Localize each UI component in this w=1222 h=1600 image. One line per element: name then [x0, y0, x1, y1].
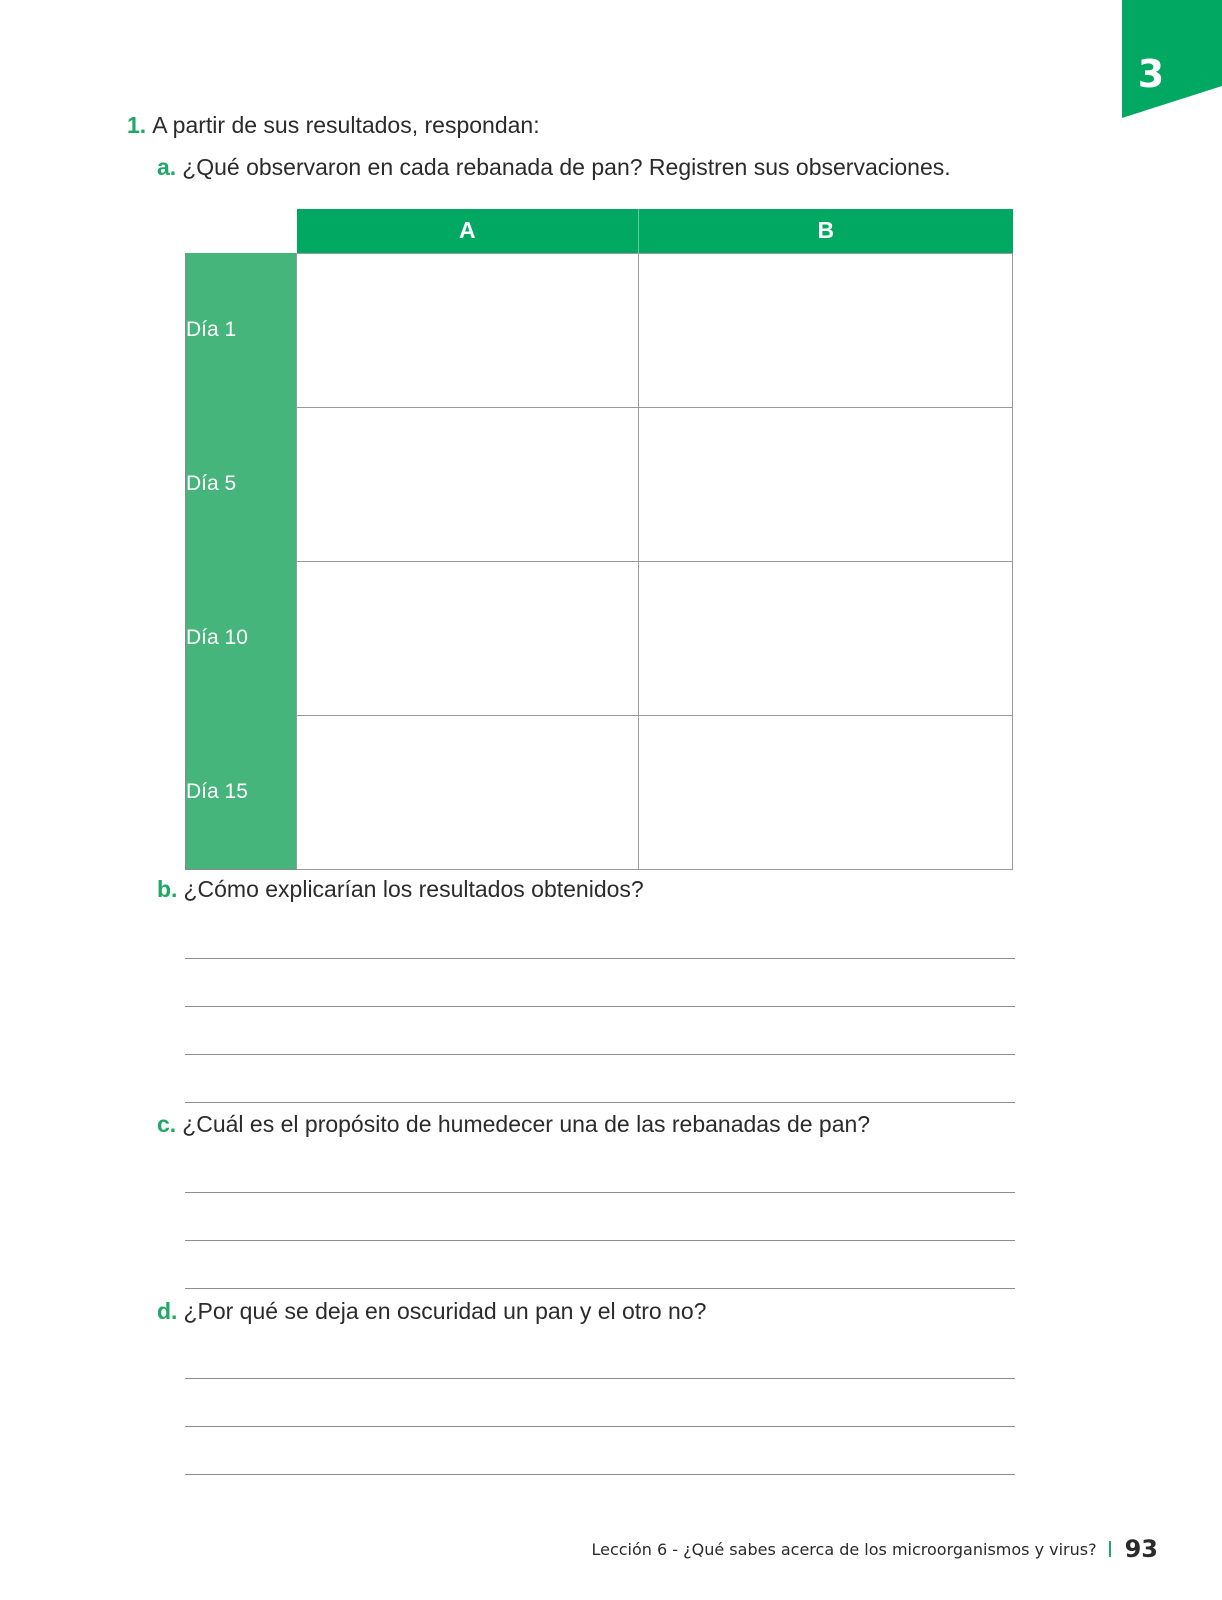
question-c: [157, 1111, 870, 1138]
question-c-letter: c.: [157, 1111, 177, 1137]
question-1-text: A partir de sus resultados, respondan:: [152, 112, 540, 138]
table-corner: [186, 209, 297, 253]
footer-separator: [1109, 1541, 1111, 1557]
answer-line-b-2[interactable]: [185, 1006, 1015, 1007]
answer-cell-b-dia-10[interactable]: [639, 561, 1013, 715]
column-header-a: A: [297, 209, 639, 253]
observation-table: [185, 209, 1013, 870]
table-row: [186, 561, 1013, 715]
question-d-text: ¿Por qué se deja en oscuridad un pan y el otro no?: [183, 1298, 707, 1324]
question-a-text: ¿Qué observaron en cada rebanada de pan? Registren sus observaciones.: [182, 154, 951, 180]
question-a-letter: a.: [157, 154, 177, 180]
question-c-text: ¿Cuál es el propósito de humedecer una de las rebanadas de pan?: [182, 1111, 871, 1137]
row-header-dia-5: Día 5: [186, 407, 297, 561]
column-header-b: B: [639, 209, 1013, 253]
question-a: [157, 154, 951, 181]
table-row: [186, 407, 1013, 561]
answer-cell-b-dia-5[interactable]: [639, 407, 1013, 561]
unit-tab: [1122, 0, 1222, 118]
answer-cell-a-dia-15[interactable]: [297, 715, 639, 869]
question-d-letter: d.: [157, 1298, 178, 1324]
row-header-dia-10: Día 10: [186, 561, 297, 715]
answer-cell-a-dia-10[interactable]: [297, 561, 639, 715]
answer-line-d-2[interactable]: [185, 1426, 1015, 1427]
question-1: [127, 112, 540, 139]
answer-line-b-4[interactable]: [185, 1102, 1015, 1103]
row-header-dia-1: Día 1: [186, 253, 297, 407]
question-1-number: 1.: [127, 112, 147, 138]
answer-line-d-3[interactable]: [185, 1474, 1015, 1475]
unit-number: 3: [1137, 52, 1165, 96]
answer-line-c-2[interactable]: [185, 1240, 1015, 1241]
question-d: [157, 1298, 706, 1325]
table-row: [186, 715, 1013, 869]
answer-cell-b-dia-15[interactable]: [639, 715, 1013, 869]
answer-cell-a-dia-5[interactable]: [297, 407, 639, 561]
answer-line-c-3[interactable]: [185, 1288, 1015, 1289]
answer-line-c-1[interactable]: [185, 1192, 1015, 1193]
page-number: 93: [1124, 1535, 1158, 1563]
question-b: [157, 876, 644, 903]
table-row: [186, 253, 1013, 407]
answer-line-d-1[interactable]: [185, 1378, 1015, 1379]
answer-cell-a-dia-1[interactable]: [297, 253, 639, 407]
question-b-letter: b.: [157, 876, 178, 902]
answer-line-b-3[interactable]: [185, 1054, 1015, 1055]
lesson-title: Lección 6 - ¿Qué sabes acerca de los microorganismos y virus?: [591, 1539, 1097, 1559]
question-b-text: ¿Cómo explicarían los resultados obtenidos?: [183, 876, 644, 902]
page-footer: [591, 1535, 1158, 1563]
row-header-dia-15: Día 15: [186, 715, 297, 869]
answer-cell-b-dia-1[interactable]: [639, 253, 1013, 407]
answer-line-b-1[interactable]: [185, 958, 1015, 959]
